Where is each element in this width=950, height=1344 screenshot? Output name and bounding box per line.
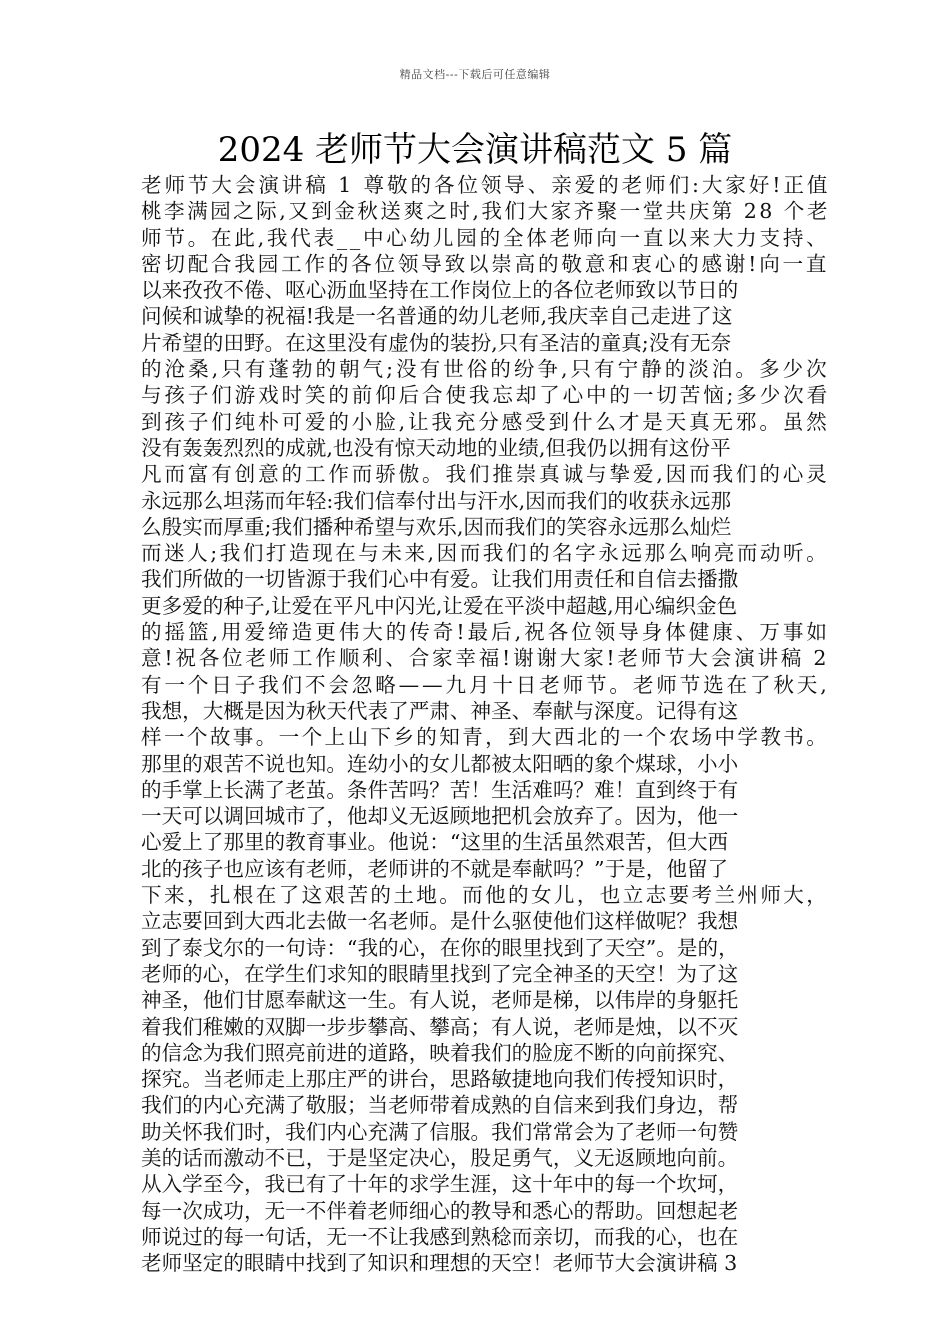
header-note: 精品文档---下载后可任意编辑 [399,68,551,81]
body-line: 师节。在此,我代表__中心幼儿园的全体老师向一直以来大力支持、 [141,225,830,250]
body-line: 的摇篮,用爱缔造更伟大的传奇!最后,祝各位领导身体健康、万事如 [141,620,830,645]
body-line: 下来，扎根在了这艰苦的土地。而他的女儿，也立志要考兰州师大， [141,883,830,908]
body-line: 有一个日子我们不会忽略——九月十日老师节。老师节选在了秋天, [141,672,830,697]
body-line: 密切配合我园工作的各位领导致以崇高的敬意和衷心的感谢!向一直 [141,251,830,276]
body-line: 样一个故事。一个上山下乡的知青，到大西北的一个农场中学教书。 [141,725,830,750]
body-line: 以来孜孜不倦、呕心沥血坚持在工作岗位上的各位老师致以节日的 [141,278,739,303]
body-line: 到了泰戈尔的一句诗：“我的心，在你的眼里找到了天空”。是的， [141,935,739,960]
body-line: 的手掌上长满了老茧。条件苦吗？苦！生活难吗？难！直到终于有 [141,777,739,802]
body-line: 助关怀我们时，我们内心充满了信服。我们常常会为了老师一句赞 [141,1119,739,1144]
body-line: 与孩子们游戏时笑的前仰后合使我忘却了心中的一切苦恼;多少次看 [141,383,830,408]
body-line: 更多爱的种子,让爱在平凡中闪光,让爱在平淡中超越,用心编织金色 [141,593,738,618]
body-line: 师说过的每一句话，无一不让我感到熟稔而亲切，而我的心，也在 [141,1224,739,1249]
body-line: 没有轰轰烈烈的成就,也没有惊天动地的业绩,但我仍以拥有这份平 [141,435,731,460]
body-line: 到孩子们纯朴可爱的小脸,让我充分感受到什么才是天真无邪。虽然 [141,409,830,434]
body-line: 立志要回到大西北去做一名老师。是什么驱使他们这样做呢？我想 [141,909,739,934]
document-body [141,172,831,1276]
body-line: 凡而富有创意的工作而骄傲。我们推崇真诚与挚爱,因而我们的心灵 [141,462,830,487]
body-line: 那里的艰苦不说也知。连幼小的女儿都被太阳晒的象个煤球，小小 [141,751,739,776]
body-line: 我想，大概是因为秋天代表了严肃、神圣、奉献与深度。记得有这 [141,698,739,723]
body-line: 片希望的田野。在这里没有虚伪的装扮,只有圣洁的童真;没有无奈 [141,330,732,355]
body-line: 从入学至今，我已有了十年的求学生涯，这十年中的每一个坎坷， [141,1172,739,1197]
body-line: 每一次成功，无一不伴着老师细心的教导和悉心的帮助。回想起老 [141,1198,739,1223]
body-line: 老师节大会演讲稿 1 尊敬的各位领导、亲爱的老师们:大家好!正值 [141,173,831,197]
body-line: 的信念为我们照亮前进的道路，映着我们的脸庞不断的向前探究、 [141,1040,739,1065]
body-line: 老师坚定的眼睛中找到了知识和理想的天空！老师节大会演讲稿 3 [141,1251,738,1276]
body-line: 着我们稚嫩的双脚一步步攀高、攀高；有人说，老师是烛，以不灭 [141,1014,739,1039]
body-line: 的沧桑,只有蓬勃的朝气;没有世俗的纷争,只有宁静的淡泊。多少次 [141,357,830,382]
body-line: 探究。当老师走上那庄严的讲台，思路敏捷地向我们传授知识时， [141,1067,739,1092]
body-line: 而迷人;我们打造现在与未来,因而我们的名字永远那么响亮而动听。 [141,541,830,566]
body-line: 老师的心，在学生们求知的眼睛里找到了完全神圣的天空！为了这 [141,961,739,986]
body-line: 意!祝各位老师工作顺利、合家幸福!谢谢大家!老师节大会演讲稿 2 [141,646,830,671]
body-line: 神圣，他们甘愿奉献这一生。有人说，老师是梯，以伟岸的身躯托 [141,988,739,1013]
document-title: 2024 老师节大会演讲稿范文 5 篇 [217,130,733,170]
body-line: 美的话而激动不已，于是坚定决心，股足勇气，义无返顾地向前。 [141,1145,739,1170]
body-line: 一天可以调回城市了，他却义无返顾地把机会放弃了。因为，他一 [141,804,739,829]
body-line: 问候和诚挚的祝福!我是一名普通的幼儿老师,我庆幸自己走进了这 [141,304,733,329]
body-line: 么殷实而厚重;我们播种希望与欢乐,因而我们的笑容永远那么灿烂 [141,514,732,539]
body-line: 我们的内心充满了敬服；当老师带着成熟的自信来到我们身边，帮 [141,1093,739,1118]
body-line: 北的孩子也应该有老师，老师讲的不就是奉献吗？”于是，他留了 [141,856,729,881]
body-line: 心爱上了那里的教育事业。他说：“这里的生活虽然艰苦，但大西 [141,830,729,855]
body-line: 桃李满园之际,又到金秋送爽之时,我们大家齐聚一堂共庆第 28 个老 [141,199,830,224]
body-line: 我们所做的一切皆源于我们心中有爱。让我们用责任和自信去播撒 [141,567,739,592]
body-line: 永远那么坦荡而年轻:我们信奉付出与汗水,因而我们的收获永远那 [141,488,732,513]
